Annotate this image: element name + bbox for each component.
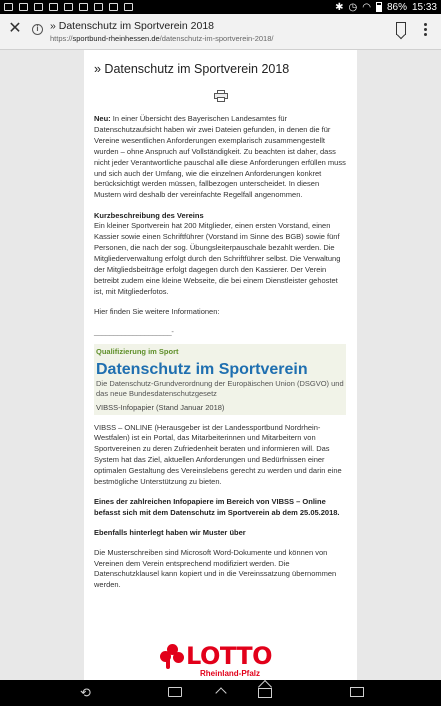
battery-icon — [376, 2, 382, 12]
app-icon — [34, 3, 43, 11]
app-icon — [94, 3, 103, 11]
navigation-bar — [0, 680, 441, 706]
more-info-text: Hier finden Sie weitere Informationen: — [94, 306, 220, 316]
up-chevron-icon[interactable] — [217, 686, 225, 700]
url-path: /datenschutz-im-sportverein-2018/ — [159, 34, 274, 43]
intro-text: In einer Übersicht des Bayerischen Landesamtes für Datenschutzaufsicht haben wir zwei Dateien gefunden, in denen die für Vereine wesentlichen Anforderungen exemplarisch zusammengestellt wurden – ohne Anspruch auf Vollständigkeit. Zu beachten ist daher, dass nicht jeder Verantwortliche pauschal alle diese Anforderungen erfüllen muss und sich auch der Umfang, wie die einzelnen Anforderungen konkret berücksichtigt werden müssen, fallbezogen unterscheidet. In diesen Mustern wird deshalb der vereinfachte Regelfall angenommen. — [94, 114, 346, 200]
close-icon[interactable]: ✕ — [8, 20, 22, 37]
back-icon[interactable]: ⟲ — [80, 685, 91, 700]
notification-icons — [4, 3, 133, 11]
print-icon[interactable] — [214, 90, 228, 102]
store-icon — [49, 3, 58, 11]
lotto-wordmark: LOTTO — [186, 642, 273, 670]
infopapier-paragraph — [94, 497, 347, 519]
browser-toolbar — [0, 14, 441, 50]
facebook-icon — [79, 3, 88, 11]
image-icon — [19, 3, 28, 11]
screenshot-icon[interactable] — [168, 686, 182, 700]
vibss-subtitle: Die Datenschutz-Grundverordnung der Europäischen Union (DSGVO) und das neue Bundesdatenschutzgesetz — [96, 378, 344, 398]
url-scheme: https:// — [50, 34, 73, 43]
infopapier-bold: Eines der zahlreichen Infopapiere im Bereich von VIBSS – Online befasst sich mit dem Datenschutz im Sportverein ab dem 25.05.2018. — [94, 496, 340, 517]
short-desc-heading: Kurzbeschreibung des Vereins — [94, 211, 204, 221]
alarm-icon: ◷ — [348, 1, 358, 13]
vibss-title: Datenschutz im Sportverein — [96, 360, 308, 378]
url-domain: sportbund-rheinhessen.de — [72, 34, 160, 43]
overflow-menu-icon[interactable] — [424, 23, 428, 38]
vibss-infopapier-link[interactable] — [94, 344, 346, 415]
intro-label: Neu: — [94, 114, 111, 123]
url-display[interactable] — [50, 34, 273, 43]
vibss-paragraph: VIBSS – ONLINE (Herausgeber ist der Landessportbund Nordrhein-Westfalen) ist ein Portal, das Mitarbeiterinnen und Mitarbeitern von Sportvereinen zu deren Zufriedenheit beraten und informieren will. Das System hat das Ziel, aktuellen Anforderungen und Bedürfnissen einer optimalen Gestaltung des Vereinslebens gerecht zu werden und darin eine bestmögliche Unterstützung zu bieten. — [94, 422, 342, 487]
status-bar — [0, 0, 441, 14]
muster-paragraph: Die Musterschreiben sind Microsoft Word-Dokumente und können von Vereinen dem Verein entsprechend modifiziert werden. Die Datenschutzklausel kann kopiert und in die Vereinssatzung übernommen werden. — [94, 547, 337, 590]
vibss-kicker: Qualifizierung im Sport — [96, 346, 179, 356]
page-title-bar: » Datenschutz im Sportverein 2018 — [50, 20, 215, 32]
notification-icon — [4, 3, 13, 11]
article-title: » Datenschutz im Sportverein 2018 — [94, 62, 290, 76]
lotto-logo[interactable] — [160, 642, 280, 680]
battery-percent: 86% — [386, 1, 407, 13]
intro-paragraph — [94, 114, 347, 201]
muster-bold: Ebenfalls hinterlegt haben wir Muster über — [94, 527, 246, 537]
bookmark-icon[interactable] — [396, 22, 406, 35]
image-icon — [64, 3, 73, 11]
muster-heading — [94, 528, 347, 539]
app-icon — [109, 3, 118, 11]
article — [84, 50, 357, 680]
short-desc-paragraph: Ein kleiner Sportverein hat 200 Mitglieder, einen ersten Vorstand, einen Kassier sowie einen Schriftführer (Vorstand im Sinne des BGB) sowie fünf Personen, die nach der sog. Übungsleiterpauschale bezahlt werden. Die Mitgliederverwaltung erfolgt durch den Schriftführer selbst. Die Verwaltung der Mitgliedsbeiträge erfolgt dagegen durch den Kassierer. Der Verein betreibt zudem eine kleine Webseite, die bei einem Dienstleister gehostet ist, mit Mitgliederfotos. — [94, 221, 341, 296]
home-icon[interactable] — [258, 686, 272, 701]
divider-line: ____________________- — [94, 326, 174, 336]
vibss-footer: VIBSS-Infopapier (Stand Januar 2018) — [96, 402, 225, 412]
site-info-icon[interactable]: i — [32, 24, 43, 35]
clock: 15:33 — [411, 1, 437, 13]
bluetooth-icon: ✱ — [335, 1, 344, 13]
lotto-region: Rheinland-Pfalz — [200, 669, 261, 678]
recent-apps-icon[interactable] — [350, 686, 364, 700]
web-page[interactable] — [0, 50, 441, 680]
system-status — [335, 2, 437, 13]
more-notifications-icon — [124, 3, 133, 11]
wifi-icon: ◠ — [362, 1, 371, 13]
clover-icon — [160, 644, 186, 670]
